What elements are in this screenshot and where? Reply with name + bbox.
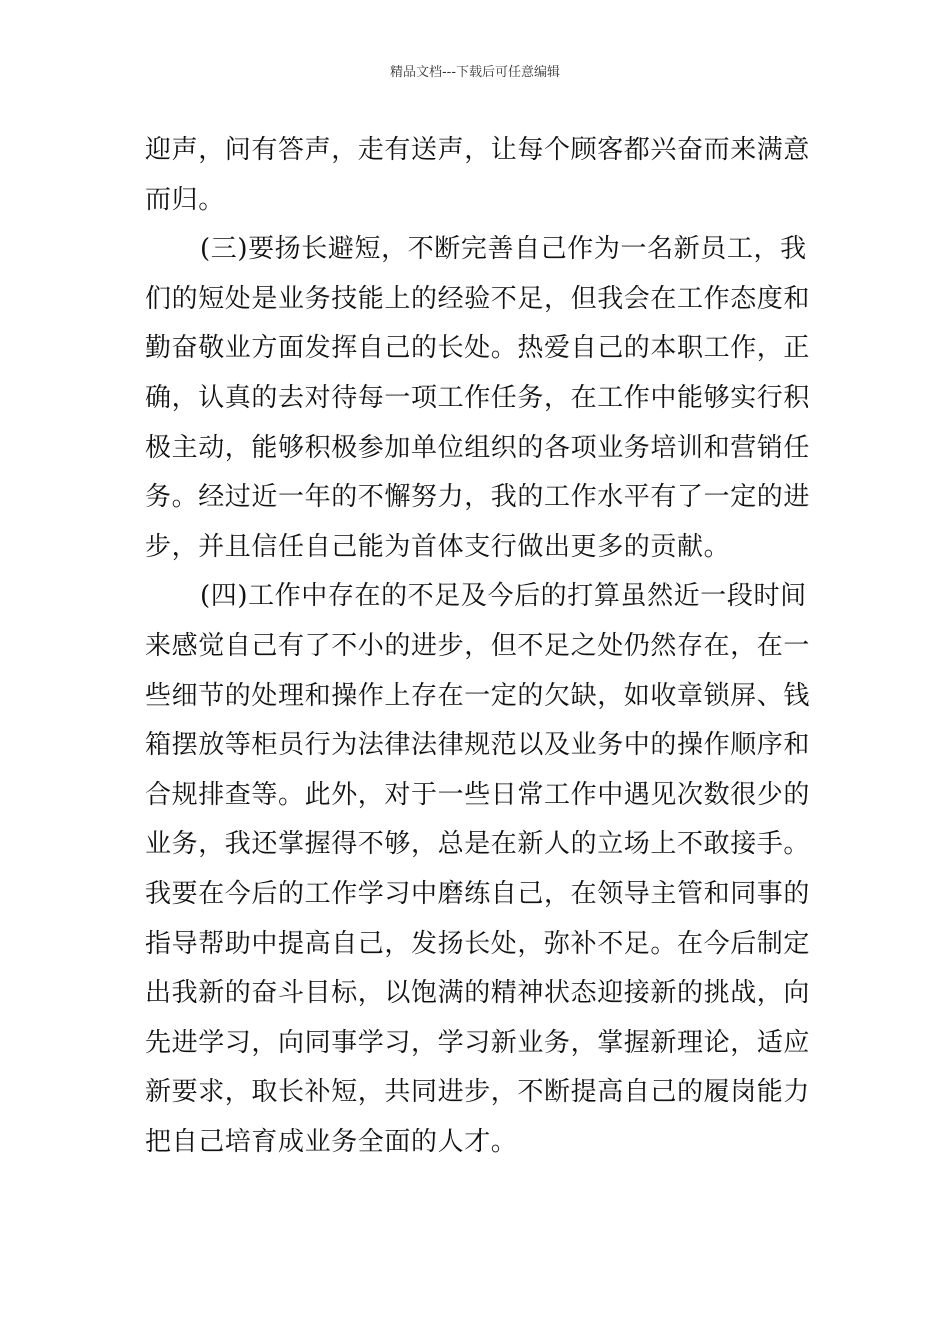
text-line: 迎声，问有答声，走有送声，让每个顾客都兴奋而来满意 — [145, 135, 810, 165]
text-line: 而归。 — [145, 184, 225, 215]
text-line: 指导帮助中提高自己，发扬长处，弥补不足。在今后制定 — [145, 928, 810, 959]
text-line: 来感觉自己有了不小的进步，但不足之处仍然存在，在一 — [145, 630, 810, 661]
text-line: 们的短处是业务技能上的经验不足，但我会在工作态度和 — [145, 283, 810, 314]
section-three-start: (三)要扬长避短，不断完善自己作为一名新员工，我 — [200, 234, 807, 265]
text-line: 出我新的奋斗目标，以饱满的精神状态迎接新的挑战，向 — [145, 978, 810, 1009]
document-body — [145, 126, 810, 1167]
text-line: 箱摆放等柜员行为法律法律规范以及业务中的操作顺序和 — [145, 730, 810, 761]
text-line: 合规排查等。此外，对于一些日常工作中遇见次数很少的 — [145, 779, 810, 810]
text-line: 我要在今后的工作学习中磨练自己，在领导主管和同事的 — [145, 878, 810, 909]
text-line: 步，并且信任自己能为首体支行做出更多的贡献。 — [145, 531, 731, 562]
text-line: 确，认真的去对待每一项工作任务，在工作中能够实行积 — [145, 382, 810, 413]
text-line: 新要求，取长补短，共同进步，不断提高自己的履岗能力 — [145, 1077, 810, 1108]
text-line: 极主动，能够积极参加单位组织的各项业务培训和营销任 — [145, 432, 810, 463]
section-four-start: (四)工作中存在的不足及今后的打算虽然近一段时间 — [200, 581, 807, 612]
text-line: 把自己培育成业务全面的人才。 — [145, 1126, 518, 1157]
text-line: 业务，我还掌握得不够，总是在新人的立场上不敢接手。 — [145, 829, 810, 860]
text-line: 勤奋敬业方面发挥自己的长处。热爱自己的本职工作，正 — [145, 333, 810, 364]
text-line: 先进学习，向同事学习，学习新业务，掌握新理论，适应 — [145, 1027, 810, 1058]
page-header: 精品文档---下载后可任意编辑 — [389, 65, 561, 80]
text-line: 务。经过近一年的不懈努力，我的工作水平有了一定的进 — [145, 482, 810, 513]
text-line: 些细节的处理和操作上存在一定的欠缺，如收章锁屏、钱 — [145, 680, 810, 711]
